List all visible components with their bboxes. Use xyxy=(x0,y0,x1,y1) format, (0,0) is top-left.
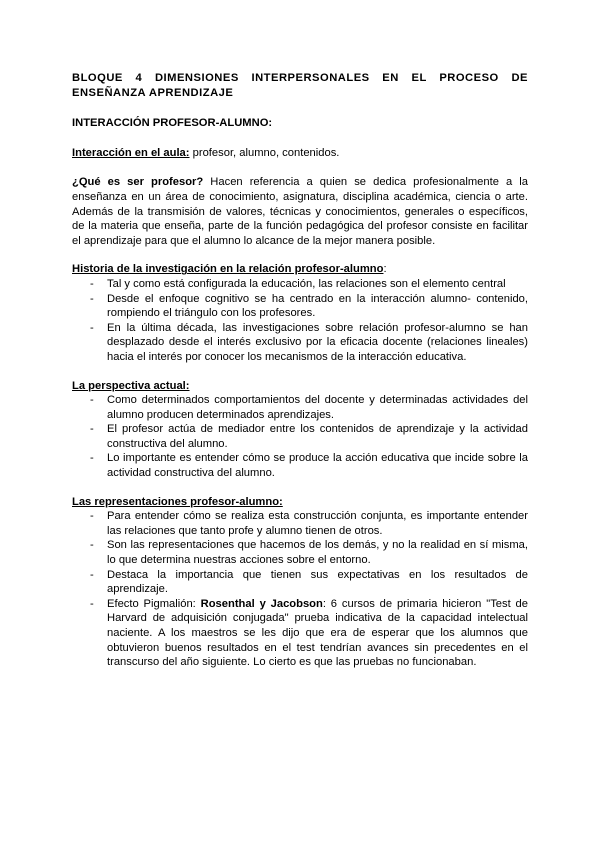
representaciones-list xyxy=(72,509,528,670)
list-item xyxy=(72,451,528,480)
bullet-dash: - xyxy=(90,539,94,552)
bullet-dash: - xyxy=(90,394,94,407)
list-item xyxy=(72,292,528,321)
bullet-dash: - xyxy=(90,321,94,334)
pigmalion-pre: Efecto Pigmalión: xyxy=(107,597,201,610)
list-item-text: En la última década, las investigaciones sobre relación profesor-alumno se han desplazado desde el interés exclusivo por la eficacia docente (relaciones lineales) hacia el interés por conocer los mecanismos de la interacción educativa. xyxy=(107,321,528,363)
perspectiva-list xyxy=(72,393,528,481)
aula-paragraph xyxy=(72,146,528,161)
list-item-text: El profesor actúa de mediador entre los contenidos de aprendizaje y la actividad constructiva del alumno. xyxy=(107,423,528,450)
bullet-dash: - xyxy=(90,423,94,436)
profesor-text: Hacen referencia a quien se dedica profesionalmente a la enseñanza en un área de conocimiento, asignatura, disciplina académica, ciencia o arte. Además de la transmisión de valores, técnicas y conocimientos, generales o específicos, de la materia que enseña, parte de la función pedagógica del profesor consiste en facilitar el aprendizaje para que el alumno lo alcance de la mejor manera posible. xyxy=(72,176,528,247)
list-item-text: Tal y como está configurada la educación, las relaciones son el elemento central xyxy=(107,277,506,290)
document-title: BLOQUE 4 DIMENSIONES INTERPERSONALES EN EL PROCESO DE ENSEÑANZA APRENDIZAJE xyxy=(72,72,528,99)
historia-heading-text: Historia de la investigación en la relación profesor-alumno xyxy=(72,263,384,276)
list-item xyxy=(72,393,528,422)
historia-heading-suffix: : xyxy=(383,263,387,276)
list-item xyxy=(72,568,528,597)
historia-section xyxy=(72,262,528,364)
list-item xyxy=(72,509,528,538)
list-item-text: Son las representaciones que hacemos de los demás, y no la realidad en sí misma, lo que determina nuestras acciones sobre el entorno. xyxy=(107,539,528,567)
aula-text: profesor, alumno, contenidos. xyxy=(189,146,340,159)
pigmalion-authors: Rosenthal y Jacobson xyxy=(200,597,323,610)
representaciones-heading: Las representaciones profesor-alumno: xyxy=(72,495,283,508)
bullet-dash: - xyxy=(90,452,94,465)
list-item xyxy=(72,538,528,567)
list-item xyxy=(72,277,528,292)
bullet-dash: - xyxy=(90,568,94,581)
historia-list xyxy=(72,277,528,365)
profesor-paragraph xyxy=(72,175,528,248)
bullet-dash: - xyxy=(90,510,94,523)
bullet-dash: - xyxy=(90,277,94,290)
bullet-dash: - xyxy=(90,597,94,610)
list-item-text: Destaca la importancia que tienen sus expectativas en los resultados de aprendizaje. xyxy=(107,568,528,596)
bullet-dash: - xyxy=(90,292,94,305)
pigmalion-post: : 6 cursos de primaria hicieron "Test de Harvard de adquisición conjugada" prueba indicativa de la capacidad intelectual naciente. A los maestros se les dijo que era de esperar que los alumnos que obtuvieron buenos resultados en el test tendrían avances sin precedentes en el transcurso del año siguiente. Lo cierto es que las pruebas no funcionaban. xyxy=(107,597,528,669)
list-item-text: Lo importante es entender cómo se produce la acción educativa que incide sobre la actividad constructiva del alumno. xyxy=(107,452,528,480)
perspectiva-heading: La perspectiva actual: xyxy=(72,379,190,392)
representaciones-section xyxy=(72,495,528,670)
historia-heading xyxy=(72,262,528,277)
list-item xyxy=(72,597,528,670)
perspectiva-section xyxy=(72,379,528,481)
list-item-text: Como determinados comportamientos del docente y determinadas actividades del alumno producen determinados aprendizajes. xyxy=(107,394,528,421)
aula-label: Interacción en el aula: xyxy=(72,146,190,159)
list-item-text: Para entender cómo se realiza esta construcción conjunta, es importante entender las relaciones que tanto profe y alumno tienen de otros. xyxy=(107,510,528,537)
list-item xyxy=(72,422,528,451)
document-content xyxy=(72,71,528,670)
list-item xyxy=(72,321,528,365)
section-title: INTERACCIÓN PROFESOR-ALUMNO: xyxy=(72,117,273,130)
profesor-label: ¿Qué es ser profesor? xyxy=(72,176,204,189)
list-item-text: Desde el enfoque cognitivo se ha centrado en la interacción alumno- contenido, rompiendo el triángulo con los profesores. xyxy=(107,292,528,320)
